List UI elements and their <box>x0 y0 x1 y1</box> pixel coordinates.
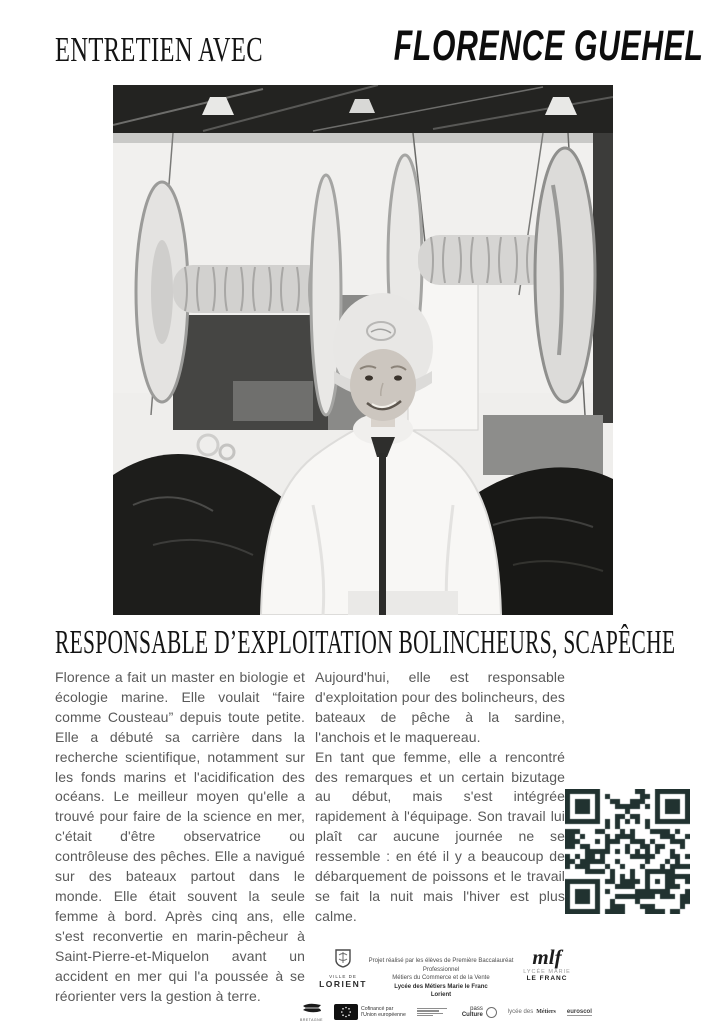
paragraph: Florence a fait un master en biologie et écologie marine. Elle voulait “faire comme Cousteau” depuis toute petite. Elle a débuté sa carrière dans la recherche scientifique, notamment sur les fonds marins et l'acidification des océans. Le meilleur moyen qu'elle a trouvé pour faire de la science en mer, c'était d'être observatrice ou contrôleuse des pêches. Elle a navigué sur des bateaux partout dans le monde. Elle était souvent la seule femme à bord. Après cinq ans, elle s'est reconvertie en marin-pêcheur à Saint-Pierre-et-Miquelon avant un accident en mer qui l'a poussée à se réorienter vers la gestion à terre. <box>55 669 305 1004</box>
partner-logos-strip <box>300 1001 600 1023</box>
pass-label: pass <box>470 1006 483 1012</box>
euroscol-logo <box>567 1009 592 1016</box>
eu-cofinance-logo <box>334 1004 406 1020</box>
pass-culture-ring-icon <box>486 1007 497 1018</box>
paragraph: Aujourd'hui, elle est responsable d'exploitation pour des bolincheurs, des bateaux de pêche à la sardine, l'anchois et le maquereau. <box>315 669 565 745</box>
eu-label-line1: Cofinancé par <box>361 1005 394 1012</box>
qr-code <box>565 789 690 914</box>
boat-photo-illustration <box>113 85 613 615</box>
page-subtitle: RESPONSABLE D’EXPLOITATION BOLINCHEURS, SCAPÊCHE <box>55 624 676 661</box>
paragraph: En tant que femme, elle a rencontré des remarques et un certain bizutage au début, mais s'est intégrée rapidement à l'équipage. Son travail lui plaît car aucune journée ne se ressemble : en été il y a beaucoup de débarquement de poissons et le travail se fait la nuit mais l'hiver est plus calme. <box>315 748 565 924</box>
article-right-column <box>315 668 565 927</box>
mlf-label-bold: LE FRANC <box>526 975 568 982</box>
mlf-label-light: LYCÉE MARIE <box>523 969 571 975</box>
lorient-label-small: VILLE DE <box>329 974 357 979</box>
credit-line: Lorient <box>430 992 452 999</box>
page-kicker: ENTRETIEN AVEC <box>55 30 263 69</box>
eu-flag-icon <box>334 1004 358 1020</box>
mlf-monogram-icon: mlf <box>532 945 562 969</box>
euroscol-label: euroscol <box>566 1008 592 1015</box>
credit-line: Métiers du Commerce et de la Vente <box>392 975 490 982</box>
pass-culture-logo <box>462 1006 497 1018</box>
ministere-logo <box>417 1007 451 1017</box>
region-bretagne-logo <box>300 1003 323 1022</box>
credit-line: Lycée des Métiers Marie le Franc <box>394 983 488 990</box>
lorient-label: LORIENT <box>319 979 367 989</box>
photo-frame <box>113 85 613 615</box>
project-credits <box>360 957 522 1000</box>
eu-label-line2: l'Union européenne <box>361 1012 406 1018</box>
interviewee-name: FLORENCE GUEHEL <box>394 22 704 70</box>
bretagne-flag-icon <box>302 1003 322 1015</box>
lorient-crest-icon <box>334 948 352 968</box>
lycee-des-metiers-logo <box>508 1009 556 1015</box>
credit-line: Projet réalisé par les élèves de Première Baccalauréat Professionnel <box>368 958 514 973</box>
bretagne-label: BRETAGNE <box>300 1017 323 1022</box>
ldm-light: lycée des <box>507 1009 534 1015</box>
ldm-bold: Métiers <box>536 1009 556 1015</box>
article-left-column <box>55 668 305 1006</box>
culture-label: Culture <box>461 1012 483 1018</box>
lycee-marie-le-franc-logo <box>513 946 581 982</box>
